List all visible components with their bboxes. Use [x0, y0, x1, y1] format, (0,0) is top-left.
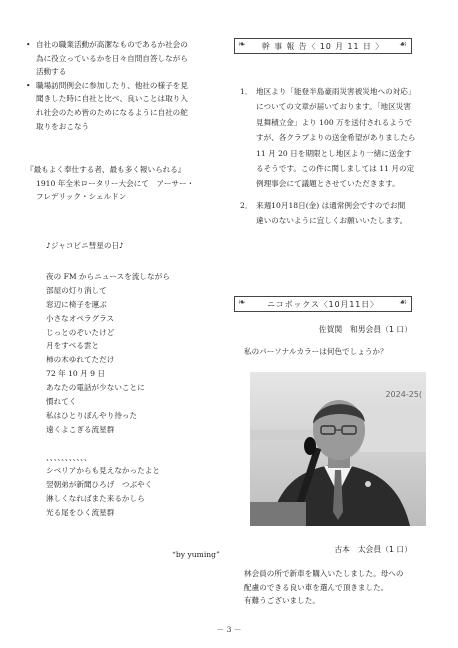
bullet-line: 聞きした時に自社と比べ、良いことは取り入 — [36, 94, 188, 104]
message-line: 林会員の所で新車を購入いたしました。母への — [244, 569, 404, 578]
bullet-line: 為に役立っているかを日々自問自答しながら — [36, 53, 188, 63]
bullet-line: 活動する — [36, 67, 67, 77]
secretary-report-list — [234, 84, 430, 229]
report-line: についての文章が届いております。「地区災害 — [256, 102, 411, 112]
donor-name: 佐賀関 和男会員（1 口） — [318, 325, 412, 334]
poem-line: 小さなオペラグラス — [46, 313, 115, 323]
poem-line: じっとのぞいたけど — [46, 327, 115, 337]
bullet-item — [26, 38, 224, 79]
poem-line: 光る尾をひく流星群 — [46, 508, 115, 518]
report-line: すが、各クラブよりの送金希望がありましたら — [256, 133, 416, 143]
report-line: 違いのないように宜しくお願いいたします。 — [256, 216, 408, 226]
poem-line: 、、、、、、、、、、、 — [46, 452, 92, 462]
activity-bullet-list — [26, 38, 224, 133]
scroll-ornament-icon: ❧ — [238, 40, 247, 50]
poem-line: 夜の FM からニュースを流しながら — [46, 272, 170, 281]
report-item — [234, 198, 430, 229]
rotary-motto-quote — [26, 163, 230, 204]
poem-line: 慣れてく — [46, 397, 77, 407]
bullet-line: 自社の職業活動が高潔なものであるか社会の — [36, 40, 188, 49]
quote-attribution-name: フレデリック・シェルドン — [36, 192, 127, 202]
message-line: 配慮のできる良い車を選んで頂きました。 — [244, 582, 389, 592]
report-line: るそうです。この件に関しましては 11 月の定 — [256, 164, 415, 174]
poem-line: 私はひとりぼんやり待った — [46, 410, 138, 420]
poem-line: 遠くよこぎる流星群 — [46, 424, 115, 434]
donor-message — [244, 567, 434, 608]
report-line: 11 月 20 日を期限とし地区より一緒に送金す — [256, 148, 412, 158]
report-line: 来週10月18日(金) は通常例会ですのでお間 — [256, 200, 406, 210]
scroll-ornament-icon: ☙ — [398, 298, 408, 308]
poem-line: シベリアからも見えなかったよと — [46, 466, 160, 476]
report-item-number: 2． — [240, 200, 253, 210]
donor-name: 古本 太会員（1 口） — [334, 545, 412, 554]
poem-line: 72 年 10 月 9 日 — [46, 369, 106, 379]
page-number: － 3 － — [216, 625, 242, 634]
bullet-item — [26, 79, 224, 133]
report-item-number: 1． — [240, 87, 253, 96]
nico-box-heading — [234, 296, 412, 312]
bullet-line: れ社会のため皆のためになるように自社の舵 — [36, 107, 188, 117]
report-line: 例理事会にて議題とさせていただきます。 — [256, 179, 400, 189]
poem-line: 淋しくなればまた来るかしら — [46, 494, 145, 504]
poem-signature: “by yuming” — [172, 550, 220, 559]
poem-line: 窓辺に椅子を運ぶ — [46, 299, 107, 309]
poem-line — [46, 437, 236, 451]
bullet-line: 職場訪問例会に参加したり、他社の様子を見 — [36, 80, 188, 90]
speaker-photo — [250, 372, 426, 526]
poem-lyrics — [46, 270, 236, 520]
secretary-report-title: 幹 事 報 告〈 10 月 11 日 〉 — [261, 41, 385, 51]
report-line: 地区より「能登半島豪雨災害被災地への対応」 — [256, 87, 416, 96]
photo-date-stamp: 2024-25( — [385, 390, 422, 399]
bullet-marker: • — [26, 40, 31, 49]
poem-line: 部屋の灯り消して — [46, 285, 107, 295]
quote-attribution: 1910 年全米ロータリー大会にて アーサー・ — [36, 178, 195, 188]
poem-line: 柿の木ゆれてただけ — [46, 355, 115, 365]
nico-box-title: ニコボックス〈10月11日〉 — [267, 299, 379, 309]
bullet-marker: • — [26, 80, 31, 90]
quote-text: 『最もよく奉仕する者、最も多く報いられる』 — [26, 165, 186, 174]
donor-message: 私のパーソナルカラーは何色でしょうか？ — [244, 347, 388, 356]
scroll-ornament-icon: ☙ — [398, 40, 408, 50]
report-item — [234, 84, 430, 192]
poem-line: あなたの電話が少ないことに — [46, 383, 145, 393]
poem-title: ♪ジャコビニ彗星の日♪ — [46, 241, 124, 250]
poem-line: 月をすべる雲と — [46, 341, 100, 351]
report-line: 見舞積立金」より 100 万を送付されるようで — [256, 117, 413, 127]
bullet-line: 取りをおこなう — [36, 121, 90, 131]
scroll-ornament-icon: ❧ — [238, 298, 247, 308]
poem-line: 翌朝弟が新聞ひろげ つぶやく — [46, 480, 153, 490]
message-line: 有難うございました。 — [244, 596, 320, 606]
secretary-report-heading — [234, 38, 412, 54]
